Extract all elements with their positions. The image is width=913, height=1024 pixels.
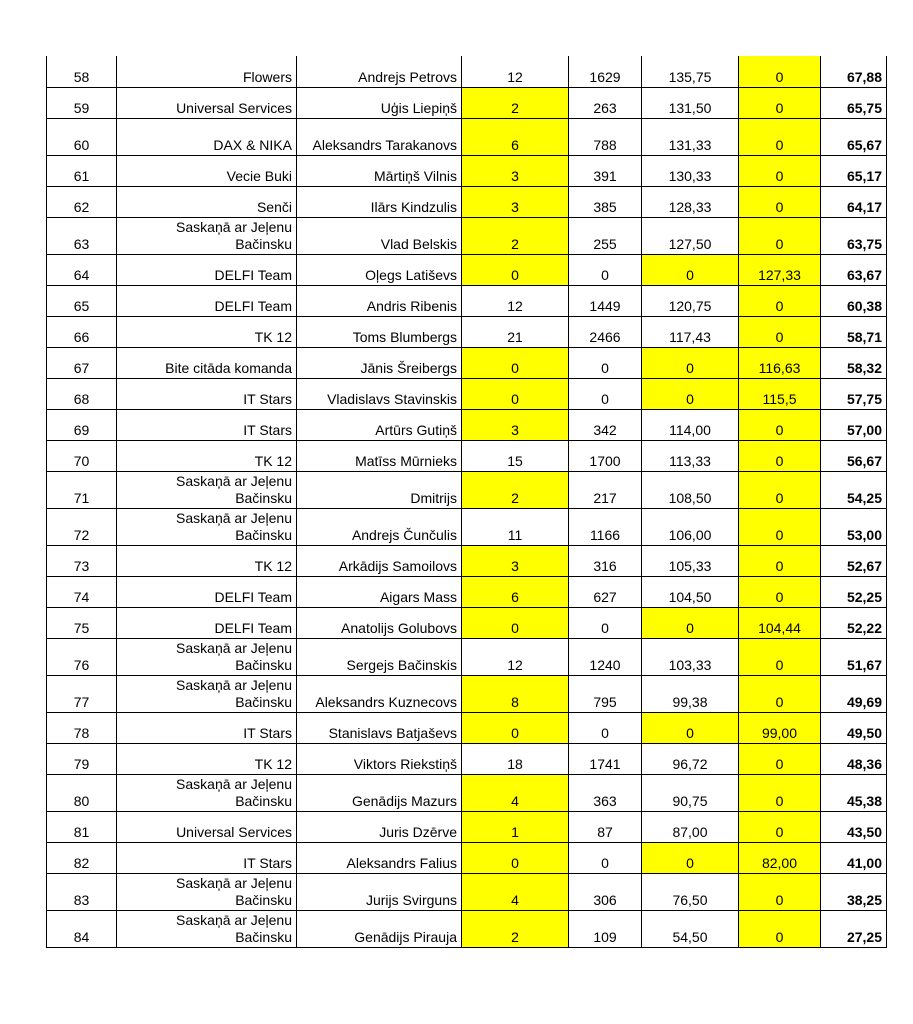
table-row xyxy=(47,155,821,186)
player-cell: Uģis Liepiņš xyxy=(297,87,462,118)
games-cell: 3 xyxy=(462,155,569,186)
points-cell: 795 xyxy=(569,675,642,712)
player-cell: Andrejs Petrovs xyxy=(297,56,462,87)
rank-cell: 78 xyxy=(47,712,117,743)
table-row xyxy=(47,254,821,285)
games-cell: 0 xyxy=(462,842,569,873)
table-row xyxy=(47,873,821,910)
average-cell: 96,72 xyxy=(642,743,739,774)
bonus-cell: 0 xyxy=(739,910,821,947)
bonus-cell: 0 xyxy=(739,186,821,217)
team-cell: Saskaņā ar Jeļenu Bačinsku xyxy=(117,508,297,545)
table-row xyxy=(47,285,821,316)
result-row xyxy=(820,56,887,87)
bonus-cell: 0 xyxy=(739,440,821,471)
table-row xyxy=(47,774,821,811)
games-cell: 4 xyxy=(462,873,569,910)
games-cell: 3 xyxy=(462,409,569,440)
average-cell: 108,50 xyxy=(642,471,739,508)
bonus-cell: 0 xyxy=(739,508,821,545)
points-cell: 391 xyxy=(569,155,642,186)
team-cell: Saskaņā ar Jeļenu Bačinsku xyxy=(117,471,297,508)
result-row xyxy=(820,440,887,471)
result-cell: 49,50 xyxy=(820,712,887,743)
bonus-cell: 0 xyxy=(739,576,821,607)
team-cell: IT Stars xyxy=(117,712,297,743)
average-cell: 76,50 xyxy=(642,873,739,910)
result-cell: 45,38 xyxy=(820,774,887,811)
team-cell: TK 12 xyxy=(117,743,297,774)
rank-cell: 66 xyxy=(47,316,117,347)
result-row xyxy=(820,155,887,186)
result-cell: 38,25 xyxy=(820,873,887,910)
points-cell: 1240 xyxy=(569,638,642,675)
games-cell: 12 xyxy=(462,638,569,675)
games-cell: 8 xyxy=(462,675,569,712)
result-cell: 67,88 xyxy=(820,56,887,87)
player-cell: Matīss Mūrnieks xyxy=(297,440,462,471)
average-cell: 131,33 xyxy=(642,118,739,155)
points-cell: 1166 xyxy=(569,508,642,545)
rank-cell: 81 xyxy=(47,811,117,842)
points-cell: 0 xyxy=(569,347,642,378)
rank-cell: 71 xyxy=(47,471,117,508)
points-cell: 87 xyxy=(569,811,642,842)
bonus-cell: 0 xyxy=(739,471,821,508)
team-cell: Saskaņā ar Jeļenu Bačinsku xyxy=(117,217,297,254)
rank-cell: 70 xyxy=(47,440,117,471)
player-cell: Anatolijs Golubovs xyxy=(297,607,462,638)
points-cell: 0 xyxy=(569,254,642,285)
rank-cell: 84 xyxy=(47,910,117,947)
average-cell: 135,75 xyxy=(642,56,739,87)
points-cell: 109 xyxy=(569,910,642,947)
result-row xyxy=(820,409,887,440)
team-cell: Vecie Buki xyxy=(117,155,297,186)
result-cell: 56,67 xyxy=(820,440,887,471)
result-cell: 58,71 xyxy=(820,316,887,347)
average-cell: 103,33 xyxy=(642,638,739,675)
bonus-cell: 0 xyxy=(739,774,821,811)
points-cell: 342 xyxy=(569,409,642,440)
result-cell: 57,75 xyxy=(820,378,887,409)
average-cell: 114,00 xyxy=(642,409,739,440)
player-cell: Vladislavs Stavinskis xyxy=(297,378,462,409)
games-cell: 3 xyxy=(462,186,569,217)
bonus-cell: 0 xyxy=(739,409,821,440)
table-row xyxy=(47,87,821,118)
bonus-cell: 0 xyxy=(739,155,821,186)
result-cell: 57,00 xyxy=(820,409,887,440)
bonus-cell: 0 xyxy=(739,873,821,910)
bonus-cell: 127,33 xyxy=(739,254,821,285)
rank-cell: 80 xyxy=(47,774,117,811)
games-cell: 0 xyxy=(462,347,569,378)
result-cell: 63,75 xyxy=(820,217,887,254)
average-cell: 127,50 xyxy=(642,217,739,254)
table-row xyxy=(47,743,821,774)
results-table xyxy=(46,56,821,948)
average-cell: 105,33 xyxy=(642,545,739,576)
average-cell: 131,50 xyxy=(642,87,739,118)
rank-cell: 82 xyxy=(47,842,117,873)
games-cell: 6 xyxy=(462,576,569,607)
average-cell: 99,38 xyxy=(642,675,739,712)
points-cell: 306 xyxy=(569,873,642,910)
points-cell: 0 xyxy=(569,378,642,409)
result-cell: 65,17 xyxy=(820,155,887,186)
bonus-cell: 0 xyxy=(739,316,821,347)
rank-cell: 62 xyxy=(47,186,117,217)
result-row xyxy=(820,186,887,217)
average-cell: 104,50 xyxy=(642,576,739,607)
points-cell: 1741 xyxy=(569,743,642,774)
team-cell: DAX & NIKA xyxy=(117,118,297,155)
rank-cell: 74 xyxy=(47,576,117,607)
games-cell: 1 xyxy=(462,811,569,842)
result-row xyxy=(820,285,887,316)
team-cell: DELFI Team xyxy=(117,576,297,607)
average-cell: 0 xyxy=(642,347,739,378)
result-cell: 54,25 xyxy=(820,471,887,508)
table-row xyxy=(47,638,821,675)
games-cell: 21 xyxy=(462,316,569,347)
player-cell: Mārtiņš Vilnis xyxy=(297,155,462,186)
table-row xyxy=(47,347,821,378)
games-cell: 3 xyxy=(462,545,569,576)
rank-cell: 75 xyxy=(47,607,117,638)
games-cell: 0 xyxy=(462,378,569,409)
bonus-cell: 0 xyxy=(739,87,821,118)
result-cell: 60,38 xyxy=(820,285,887,316)
player-cell: Artūrs Gutiņš xyxy=(297,409,462,440)
result-row xyxy=(820,873,887,910)
team-cell: TK 12 xyxy=(117,316,297,347)
points-cell: 217 xyxy=(569,471,642,508)
team-cell: Saskaņā ar Jeļenu Bačinsku xyxy=(117,774,297,811)
points-cell: 316 xyxy=(569,545,642,576)
average-cell: 0 xyxy=(642,607,739,638)
player-cell: Stanislavs Batjaševs xyxy=(297,712,462,743)
rank-cell: 63 xyxy=(47,217,117,254)
table-row xyxy=(47,378,821,409)
team-cell: Universal Services xyxy=(117,811,297,842)
rank-cell: 77 xyxy=(47,675,117,712)
bonus-cell: 82,00 xyxy=(739,842,821,873)
table-row xyxy=(47,910,821,947)
player-cell: Arkādijs Samoilovs xyxy=(297,545,462,576)
player-cell: Ilārs Kindzulis xyxy=(297,186,462,217)
result-cell: 65,67 xyxy=(820,118,887,155)
table-row xyxy=(47,675,821,712)
points-cell: 627 xyxy=(569,576,642,607)
team-cell: TK 12 xyxy=(117,440,297,471)
player-cell: Viktors Riekstiņš xyxy=(297,743,462,774)
bonus-cell: 0 xyxy=(739,118,821,155)
table-row xyxy=(47,842,821,873)
result-cell: 27,25 xyxy=(820,910,887,947)
result-cell: 51,67 xyxy=(820,638,887,675)
result-cell: 52,67 xyxy=(820,545,887,576)
rank-cell: 73 xyxy=(47,545,117,576)
games-cell: 2 xyxy=(462,471,569,508)
games-cell: 11 xyxy=(462,508,569,545)
points-cell: 788 xyxy=(569,118,642,155)
result-row xyxy=(820,712,887,743)
rank-cell: 83 xyxy=(47,873,117,910)
bonus-cell: 99,00 xyxy=(739,712,821,743)
player-cell: Toms Blumbergs xyxy=(297,316,462,347)
table-row xyxy=(47,607,821,638)
rank-cell: 67 xyxy=(47,347,117,378)
table-row xyxy=(47,545,821,576)
result-cell: 64,17 xyxy=(820,186,887,217)
result-row xyxy=(820,545,887,576)
rank-cell: 65 xyxy=(47,285,117,316)
bonus-cell: 115,5 xyxy=(739,378,821,409)
player-cell: Oļegs Latiševs xyxy=(297,254,462,285)
table-row xyxy=(47,217,821,254)
result-row xyxy=(820,743,887,774)
bonus-cell: 0 xyxy=(739,56,821,87)
result-cell: 43,50 xyxy=(820,811,887,842)
average-cell: 54,50 xyxy=(642,910,739,947)
team-cell: Saskaņā ar Jeļenu Bačinsku xyxy=(117,675,297,712)
result-row xyxy=(820,607,887,638)
team-cell: TK 12 xyxy=(117,545,297,576)
player-cell: Genādijs Mazurs xyxy=(297,774,462,811)
team-cell: Senči xyxy=(117,186,297,217)
player-cell: Aleksandrs Kuznecovs xyxy=(297,675,462,712)
result-row xyxy=(820,811,887,842)
result-row xyxy=(820,254,887,285)
result-cell: 52,25 xyxy=(820,576,887,607)
points-cell: 2466 xyxy=(569,316,642,347)
games-cell: 2 xyxy=(462,87,569,118)
table-row xyxy=(47,576,821,607)
points-cell: 1449 xyxy=(569,285,642,316)
result-row xyxy=(820,675,887,712)
games-cell: 12 xyxy=(462,56,569,87)
games-cell: 18 xyxy=(462,743,569,774)
result-row xyxy=(820,316,887,347)
result-row xyxy=(820,638,887,675)
average-cell: 117,43 xyxy=(642,316,739,347)
games-cell: 2 xyxy=(462,217,569,254)
result-row xyxy=(820,910,887,947)
rank-cell: 58 xyxy=(47,56,117,87)
bonus-cell: 0 xyxy=(739,638,821,675)
table-row xyxy=(47,440,821,471)
points-cell: 263 xyxy=(569,87,642,118)
result-row xyxy=(820,118,887,155)
points-cell: 0 xyxy=(569,842,642,873)
result-cell: 65,75 xyxy=(820,87,887,118)
average-cell: 0 xyxy=(642,712,739,743)
table-row xyxy=(47,186,821,217)
player-cell: Aleksandrs Tarakanovs xyxy=(297,118,462,155)
result-column-table xyxy=(820,56,887,948)
bonus-cell: 0 xyxy=(739,811,821,842)
games-cell: 2 xyxy=(462,910,569,947)
average-cell: 120,75 xyxy=(642,285,739,316)
player-cell: Jānis Šreibergs xyxy=(297,347,462,378)
result-row xyxy=(820,842,887,873)
games-cell: 6 xyxy=(462,118,569,155)
team-cell: Bite citāda komanda xyxy=(117,347,297,378)
player-cell: Aigars Mass xyxy=(297,576,462,607)
average-cell: 87,00 xyxy=(642,811,739,842)
result-row xyxy=(820,217,887,254)
result-cell: 52,22 xyxy=(820,607,887,638)
average-cell: 128,33 xyxy=(642,186,739,217)
result-cell: 49,69 xyxy=(820,675,887,712)
rank-cell: 72 xyxy=(47,508,117,545)
table-row xyxy=(47,811,821,842)
bonus-cell: 0 xyxy=(739,217,821,254)
rank-cell: 69 xyxy=(47,409,117,440)
average-cell: 0 xyxy=(642,842,739,873)
average-cell: 0 xyxy=(642,378,739,409)
table-row xyxy=(47,508,821,545)
result-row xyxy=(820,378,887,409)
player-cell: Genādijs Pirauja xyxy=(297,910,462,947)
rank-cell: 68 xyxy=(47,378,117,409)
bonus-cell: 104,44 xyxy=(739,607,821,638)
average-cell: 106,00 xyxy=(642,508,739,545)
games-cell: 12 xyxy=(462,285,569,316)
rank-cell: 64 xyxy=(47,254,117,285)
player-cell: Sergejs Bačinskis xyxy=(297,638,462,675)
points-cell: 385 xyxy=(569,186,642,217)
points-cell: 0 xyxy=(569,607,642,638)
result-cell: 48,36 xyxy=(820,743,887,774)
bonus-cell: 116,63 xyxy=(739,347,821,378)
team-cell: DELFI Team xyxy=(117,285,297,316)
team-cell: Saskaņā ar Jeļenu Bačinsku xyxy=(117,910,297,947)
rank-cell: 76 xyxy=(47,638,117,675)
result-row xyxy=(820,347,887,378)
player-cell: Andrejs Čunčulis xyxy=(297,508,462,545)
team-cell: DELFI Team xyxy=(117,254,297,285)
result-cell: 63,67 xyxy=(820,254,887,285)
player-cell: Aleksandrs Falius xyxy=(297,842,462,873)
team-cell: IT Stars xyxy=(117,842,297,873)
games-cell: 0 xyxy=(462,712,569,743)
result-cell: 53,00 xyxy=(820,508,887,545)
result-row xyxy=(820,87,887,118)
team-cell: DELFI Team xyxy=(117,607,297,638)
games-cell: 15 xyxy=(462,440,569,471)
table-row xyxy=(47,56,821,87)
player-cell: Jurijs Svirguns xyxy=(297,873,462,910)
team-cell: Saskaņā ar Jeļenu Bačinsku xyxy=(117,873,297,910)
table-row xyxy=(47,471,821,508)
table-row xyxy=(47,316,821,347)
rank-cell: 59 xyxy=(47,87,117,118)
result-column-body xyxy=(820,56,887,947)
average-cell: 90,75 xyxy=(642,774,739,811)
player-cell: Andris Ribenis xyxy=(297,285,462,316)
bonus-cell: 0 xyxy=(739,675,821,712)
team-cell: IT Stars xyxy=(117,378,297,409)
results-table-body xyxy=(47,56,821,947)
average-cell: 113,33 xyxy=(642,440,739,471)
rank-cell: 61 xyxy=(47,155,117,186)
bonus-cell: 0 xyxy=(739,545,821,576)
average-cell: 0 xyxy=(642,254,739,285)
games-cell: 4 xyxy=(462,774,569,811)
player-cell: Juris Dzērve xyxy=(297,811,462,842)
games-cell: 0 xyxy=(462,607,569,638)
result-row xyxy=(820,471,887,508)
table-row xyxy=(47,712,821,743)
team-cell: IT Stars xyxy=(117,409,297,440)
result-row xyxy=(820,774,887,811)
rank-cell: 79 xyxy=(47,743,117,774)
points-cell: 0 xyxy=(569,712,642,743)
result-cell: 41,00 xyxy=(820,842,887,873)
rank-cell: 60 xyxy=(47,118,117,155)
points-cell: 1700 xyxy=(569,440,642,471)
points-cell: 1629 xyxy=(569,56,642,87)
table-row xyxy=(47,118,821,155)
games-cell: 0 xyxy=(462,254,569,285)
average-cell: 130,33 xyxy=(642,155,739,186)
bonus-cell: 0 xyxy=(739,285,821,316)
team-cell: Saskaņā ar Jeļenu Bačinsku xyxy=(117,638,297,675)
result-row xyxy=(820,576,887,607)
result-row xyxy=(820,508,887,545)
team-cell: Flowers xyxy=(117,56,297,87)
points-cell: 363 xyxy=(569,774,642,811)
bonus-cell: 0 xyxy=(739,743,821,774)
player-cell: Dmitrijs xyxy=(297,471,462,508)
player-cell: Vlad Belskis xyxy=(297,217,462,254)
result-cell: 58,32 xyxy=(820,347,887,378)
team-cell: Universal Services xyxy=(117,87,297,118)
points-cell: 255 xyxy=(569,217,642,254)
table-row xyxy=(47,409,821,440)
